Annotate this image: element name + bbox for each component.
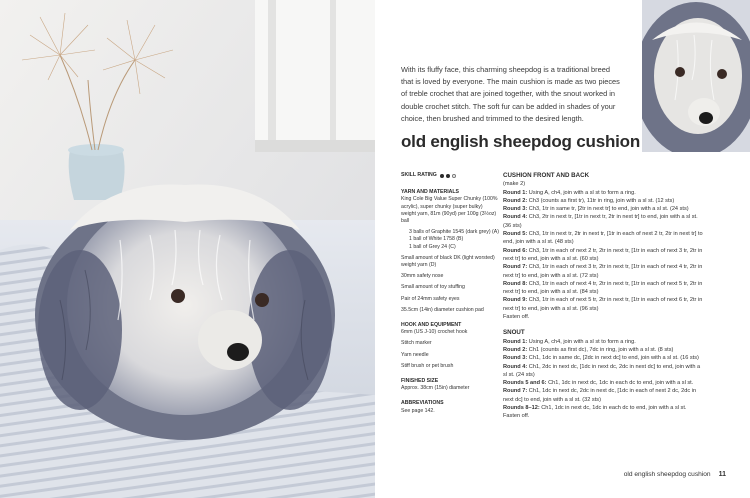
instructions-page bbox=[375, 0, 750, 498]
cushion-rounds bbox=[503, 189, 703, 313]
round-label: Round 9: bbox=[503, 297, 528, 304]
instruction-round bbox=[503, 363, 703, 380]
materials-line: Small amount of black DK (light worsted) weight yarn (D) bbox=[401, 254, 495, 269]
round-text: Using A, ch4, join with a sl st to form a ring. bbox=[527, 338, 636, 345]
round-label: Round 2: bbox=[503, 197, 528, 204]
round-text: Ch1 (counts as first dc), 7dc in ring, join with a sl st. (8 sts) bbox=[527, 346, 674, 353]
thumbnail-illustration bbox=[642, 0, 750, 152]
finished-size-heading: FINISHED SIZE bbox=[401, 378, 439, 385]
skill-rating-label: SKILL RATING bbox=[401, 172, 437, 178]
instruction-round bbox=[503, 296, 703, 313]
materials-line: 1 ball of White 1758 (B) bbox=[409, 236, 464, 243]
equipment-heading: HOOK AND EQUIPMENT bbox=[401, 322, 462, 329]
materials-heading: YARN AND MATERIALS bbox=[401, 189, 460, 196]
instruction-round bbox=[503, 354, 703, 362]
cushion-fasten-off: Fasten off. bbox=[503, 314, 530, 321]
skill-rating-dots bbox=[440, 174, 456, 178]
round-label: Round 4: bbox=[503, 363, 528, 370]
snout-rounds bbox=[503, 338, 703, 413]
round-text: Ch3, 1tr in next tr, 2tr in next tr, [1tr in each of next 2 tr, 2tr in next tr] to end, join with a sl st. (48 sts) bbox=[503, 231, 703, 246]
instruction-round bbox=[503, 263, 703, 280]
round-label: Round 1: bbox=[503, 338, 528, 345]
round-label: Round 7: bbox=[503, 264, 528, 271]
instruction-round bbox=[503, 247, 703, 264]
round-text: Ch3 (counts as first tr), 11tr in ring, join with a sl st. (12 sts) bbox=[527, 197, 675, 204]
round-label: Rounds 8–12: bbox=[503, 405, 540, 412]
page-number: 11 bbox=[718, 471, 726, 478]
instruction-round bbox=[503, 280, 703, 297]
round-text: Ch3, 1tr in each of next 2 tr, 2tr in next tr, [1tr in each of next 3 tr, 2tr in next tr] to end, join with a sl st. (60 sts) bbox=[503, 247, 703, 262]
round-text: Ch3, 1tr in each of next 3 tr, 2tr in next tr, [1tr in each of next 4 tr, 2tr in next tr] to end, join with a sl st. (72 sts) bbox=[503, 264, 703, 279]
round-label: Round 6: bbox=[503, 247, 528, 254]
round-label: Round 5: bbox=[503, 231, 528, 238]
instruction-round bbox=[503, 387, 703, 404]
materials-line: 35.5cm (14in) diameter cushion pad bbox=[401, 306, 484, 313]
instruction-round bbox=[503, 230, 703, 247]
materials-line: King Cole Big Value Super Chunky (100% acrylic), super chunky (super bulky) weight yarn, 81m (90yd) per 100g (3½oz) ball bbox=[401, 196, 498, 225]
cushion-heading: CUSHION FRONT AND BACK bbox=[503, 172, 590, 179]
cushion-make-note: (make 2) bbox=[503, 181, 526, 188]
round-text: Ch3, 1tr in each of next 5 tr, 2tr in next tr, [1tr in each of next 6 tr, 2tr in next tr] to end, join with a sl st. (96 sts) bbox=[503, 297, 703, 312]
round-label: Round 7: bbox=[503, 388, 528, 395]
round-text: Ch1, 1dc in next dc, 1dc in each dc to end, join with a sl st. bbox=[539, 405, 687, 412]
round-label: Rounds 5 and 6: bbox=[503, 380, 547, 387]
materials-line: 30mm safety nose bbox=[401, 273, 444, 280]
equipment-line: Stiff brush or pet brush bbox=[401, 362, 454, 369]
page-footer bbox=[624, 471, 726, 478]
round-text: Ch1, 1dc in same dc, [2dc in next dc] to end, join with a sl st. (16 sts) bbox=[527, 355, 699, 362]
snout-fasten-off: Fasten off. bbox=[503, 413, 530, 420]
equipment-line: 6mm (US J-10) crochet hook bbox=[401, 329, 468, 336]
round-label: Round 8: bbox=[503, 280, 528, 287]
abbreviations-heading: ABBREVIATIONS bbox=[401, 400, 444, 407]
equipment-line: Stitch marker bbox=[401, 340, 432, 347]
instruction-round bbox=[503, 197, 703, 205]
finished-size-text: Approx. 38cm (15in) diameter bbox=[401, 385, 470, 392]
skill-rating bbox=[401, 172, 499, 179]
skill-dot-filled bbox=[446, 174, 450, 178]
materials-line: 3 balls of Graphite 1545 (dark grey) (A) bbox=[409, 229, 499, 236]
instruction-round bbox=[503, 205, 703, 213]
intro-paragraph: With its fluffy face, this charming sheepdog is a traditional breed that is loved by everyone. The main cushion is made as two pieces of treble crochet that are joined together, with the snout worked in double crochet stitch. The soft fur can be added in shades of your choice, then brushed and trimmed to the desired length. bbox=[401, 65, 620, 123]
pattern-title: old english sheepdog cushion bbox=[401, 132, 641, 151]
instruction-round bbox=[503, 213, 703, 230]
round-label: Round 2: bbox=[503, 346, 528, 353]
sheepdog-closeup-thumbnail bbox=[642, 0, 750, 152]
footer-title: old english sheepdog cushion bbox=[623, 471, 711, 478]
instructions-column bbox=[503, 172, 703, 421]
round-text: Ch1, 1dc in next dc, 1dc in each dc to end, join with a sl st. bbox=[546, 380, 694, 387]
round-label: Round 3: bbox=[503, 206, 528, 213]
materials-line: 1 ball of Grey 24 (C) bbox=[409, 243, 456, 250]
snout-heading: SNOUT bbox=[503, 329, 525, 337]
skill-dot-empty bbox=[452, 174, 456, 178]
round-text: Ch3, 1tr in same tr, [2tr in next tr] to end, join with a sl st. (24 sts) bbox=[527, 206, 689, 213]
round-label: Round 4: bbox=[503, 214, 528, 221]
round-text: Ch3, 2tr in next tr, [1tr in next tr, 2tr in next tr] to end, join with a sl st. (36 sts) bbox=[503, 214, 698, 229]
instruction-round bbox=[503, 404, 703, 412]
round-text: Using A, ch4, join with a sl st to form a ring. bbox=[527, 189, 636, 196]
skill-dot-filled bbox=[440, 174, 444, 178]
materials-line: Small amount of toy stuffing bbox=[401, 284, 465, 291]
round-label: Round 3: bbox=[503, 355, 528, 362]
instruction-round bbox=[503, 189, 703, 197]
materials-line: Pair of 24mm safety eyes bbox=[401, 295, 460, 302]
instruction-round bbox=[503, 346, 703, 354]
round-text: Ch1, 2dc in next dc, [1dc in next dc, 2dc in next dc] to end, join with a sl st. (24 sts) bbox=[503, 363, 701, 378]
equipment-line: Yarn needle bbox=[401, 351, 429, 358]
round-label: Round 1: bbox=[503, 189, 528, 196]
round-text: Ch1, 1dc in next dc, 2dc in next dc, [1dc in each of next 2 dc, 2dc in next dc] to end, join with a sl st. (32 sts) bbox=[503, 388, 697, 403]
materials-column bbox=[401, 172, 499, 415]
abbreviations-text: See page 142. bbox=[401, 407, 435, 414]
round-text: Ch3, 1tr in each of next 4 tr, 2tr in next tr, [1tr in each of next 5 tr, 2tr in next tr] to end, join with a sl st. (84 sts) bbox=[503, 280, 703, 296]
instruction-round bbox=[503, 338, 703, 346]
instruction-round bbox=[503, 379, 703, 387]
